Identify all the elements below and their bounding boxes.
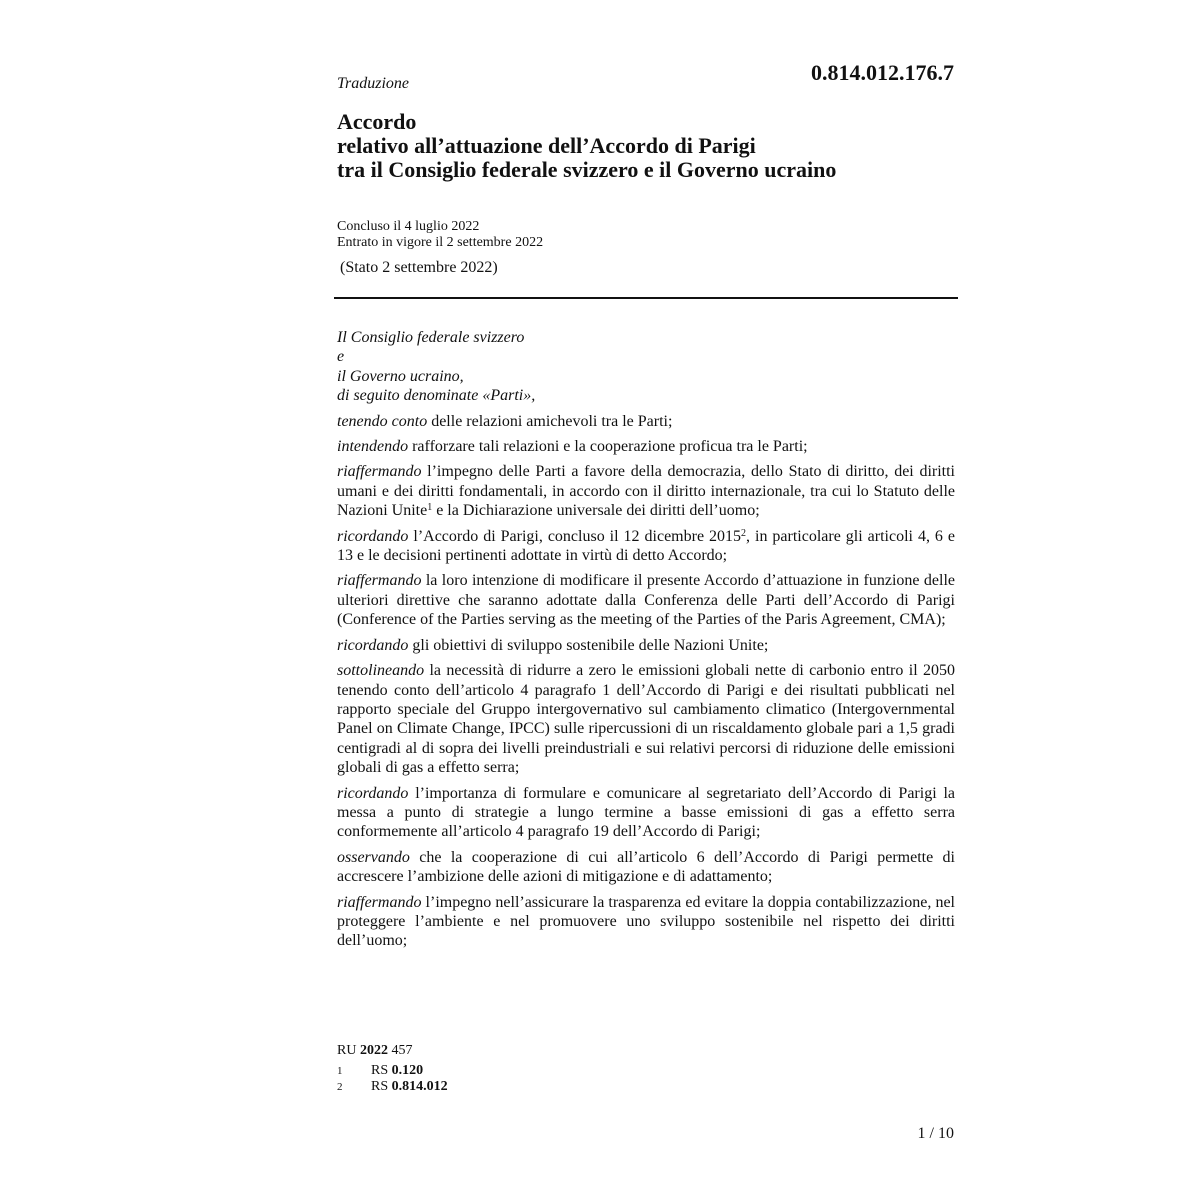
paragraph-lead: osservando <box>337 848 410 866</box>
footnote-text[interactable] <box>371 1063 423 1079</box>
paragraph-lead: riaffermando <box>337 893 422 911</box>
title-line-2: relativo all’attuazione dell’Accordo di Parigi <box>337 133 756 158</box>
preamble-paragraph <box>337 462 955 520</box>
footnote-ref-2[interactable]: 2 <box>741 527 747 539</box>
preamble-paragraph <box>337 527 955 566</box>
translation-label: Traduzione <box>337 75 410 92</box>
paragraph-text: la necessità di ridurre a zero le emissioni globali nette di carbonio entro il 2050 tenendo conto dell’articolo 4 paragrafo 1 dell’Accordo di Parigi e dei risultati pubblicati nel rapporto speciale del Gruppo intergovernativo sul cambiamento climatico (Intergovernmental Panel on Climate Change, IPCC) sulle ripercussioni di un riscaldamento globale pari a 1,5 gradi centigradi al di sopra dei livelli preindustriali e sui relativi percorsi di riduzione delle emissioni globali di gas a effetto serra; <box>337 662 955 777</box>
preamble-paragraph <box>337 893 955 951</box>
paragraph-lead: ricordando <box>337 784 409 802</box>
in-force-date: Entrato in vigore il 2 settembre 2022 <box>337 235 544 250</box>
party-conjunction: e <box>337 348 345 366</box>
paragraph-lead: ricordando <box>337 636 409 654</box>
paragraph-text: l’impegno nell’assicurare la trasparenza ed evitare la doppia contabilizzazione, nel proteggere l’ambiente e nel promuovere uno sviluppo sostenibile nel rispetto dei diritti dell’uomo; <box>337 893 955 950</box>
ru-prefix: RU <box>337 1043 360 1058</box>
status-date: (Stato 2 settembre 2022) <box>340 259 498 276</box>
page-number: 1 / 10 <box>917 1125 954 1142</box>
footnote-ref: 0.120 <box>391 1063 424 1078</box>
paragraph-lead: tenendo conto <box>337 412 428 430</box>
header-divider <box>334 297 958 299</box>
paragraph-lead: ricordando <box>337 527 409 545</box>
party-2: il Governo ucraino, <box>337 367 464 385</box>
footnote-text[interactable] <box>371 1079 448 1095</box>
footnote <box>337 1063 448 1079</box>
document-title <box>337 110 836 182</box>
preamble-paragraph <box>337 636 955 655</box>
paragraph-text-cont: e la Dichiarazione universale dei diritti dell’uomo; <box>432 502 760 520</box>
paragraph-text: delle relazioni amichevoli tra le Parti; <box>427 412 673 430</box>
paragraph-text: l’importanza di formulare e comunicare al segretariato dell’Accordo di Parigi la messa a punto di strategie a lungo termine a basse emissioni di gas a effetto serra conformemente all’articolo 4 paragrafo 19 dell’Accordo di Parigi; <box>337 784 955 841</box>
dates-block <box>337 219 543 251</box>
footnote-prefix: RS <box>371 1063 392 1078</box>
preamble-paragraph <box>337 437 955 456</box>
paragraph-text: l’Accordo di Parigi, concluso il 12 dicembre 2015 <box>408 527 742 545</box>
paragraph-text: rafforzare tali relazioni e la cooperazione proficua tra le Parti; <box>408 438 808 456</box>
title-line-1: Accordo <box>337 109 417 134</box>
ru-year: 2022 <box>359 1043 388 1058</box>
footnotes <box>337 1063 448 1095</box>
paragraph-text: che la cooperazione di cui all’articolo 6 dell’Accordo di Parigi permette di accrescere l’ambizione delle azioni di mitigazione e di adattamento; <box>337 848 955 886</box>
preamble-paragraph <box>337 848 955 887</box>
parties-block <box>337 328 955 406</box>
paragraph-text: gli obiettivi di sviluppo sostenibile delle Nazioni Unite; <box>408 636 769 654</box>
preamble-paragraph <box>337 412 955 431</box>
footnote-ref: 0.814.012 <box>391 1079 448 1094</box>
preamble-paragraph <box>337 661 955 777</box>
paragraph-text: l’impegno delle Parti a favore della democrazia, dello Stato di diritto, dei diritti umani e dei diritti fondamentali, in accordo con il diritto internazionale, tra cui lo Statuto delle Nazioni Unite <box>337 463 955 520</box>
ru-page: 457 <box>387 1043 413 1058</box>
footnote-ref-1[interactable]: 1 <box>427 502 433 514</box>
paragraph-lead: intendendo <box>337 438 409 456</box>
footnote-number: 2 <box>337 1081 343 1093</box>
preamble-body <box>337 328 955 957</box>
paragraph-lead: riaffermando <box>337 572 422 590</box>
paragraph-lead: sottolineando <box>337 662 425 680</box>
party-1: Il Consiglio federale svizzero <box>337 329 525 346</box>
footnote-number: 1 <box>337 1065 343 1077</box>
official-compilation-ref <box>337 1043 412 1059</box>
title-line-3: tra il Consiglio federale svizzero e il Governo ucraino <box>337 157 837 182</box>
paragraph-text-cont: , in particolare gli articoli 4, 6 e 13 e le decisioni pertinenti adottate in virtù di detto Accordo; <box>337 527 956 565</box>
preamble-paragraph <box>337 571 955 629</box>
preamble-paragraph <box>337 784 955 842</box>
concluded-date: Concluso il 4 luglio 2022 <box>337 219 480 234</box>
paragraph-lead: riaffermando <box>337 463 422 481</box>
footnote-prefix: RS <box>371 1079 392 1094</box>
parties-definition: di seguito denominate «Parti», <box>337 387 536 405</box>
footnote <box>337 1079 448 1095</box>
paragraph-text: la loro intenzione di modificare il presente Accordo d’attuazione in funzione delle ulteriori direttive che saranno adottate dalla Conferenza delle Parti dell’Accordo di Parigi (Conference of the Parties serving as the meeting of the Parties of the Paris Agreement, CMA); <box>337 572 955 629</box>
sr-number: 0.814.012.176.7 <box>811 60 954 85</box>
